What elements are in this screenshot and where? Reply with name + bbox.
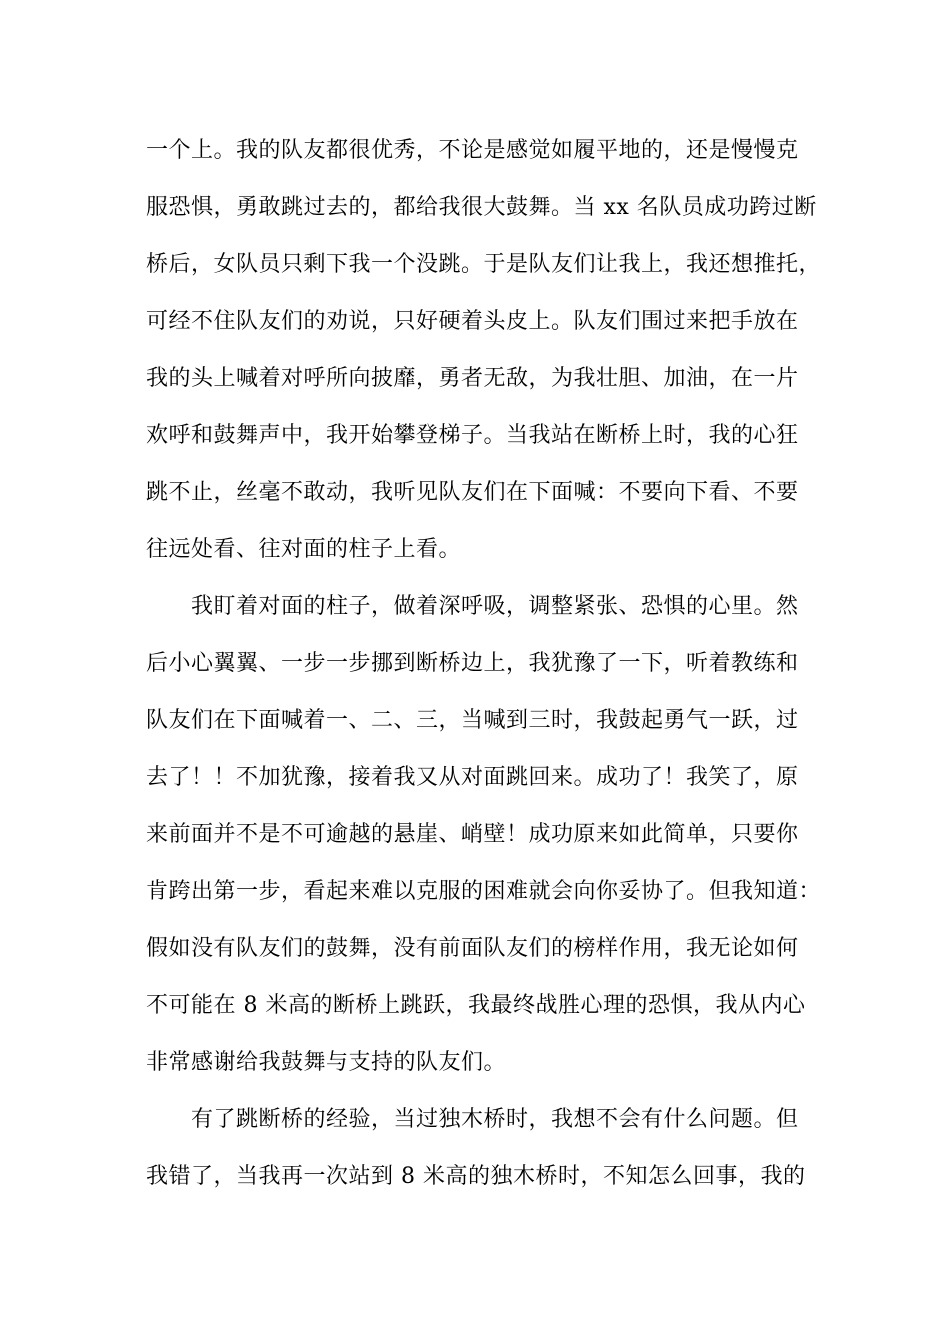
text-line: 我的头上喊着对呼所向披靡，勇者无敌，为我壮胆、加油，在一片 <box>146 366 799 391</box>
text-line: 桥后，女队员只剩下我一个没跳。于是队友们让我上，我还想推托， <box>146 252 822 277</box>
text-line: 来前面并不是不可逾越的悬崖、峭壁！成功原来如此简单，只要你 <box>146 822 799 847</box>
text-line: 往远处看、往对面的柱子上看。 <box>146 537 462 562</box>
text-line: 我错了，当我再一次站到 8 米高的独木桥时，不知怎么回事，我的 <box>146 1164 806 1189</box>
text-line: 肯跨出第一步，看起来难以克服的困难就会向你妥协了。但我知道： <box>146 879 822 904</box>
text-line: 服恐惧，勇敢跳过去的，都给我很大鼓舞。当 xx 名队员成功跨过断 <box>146 195 817 220</box>
text-line: 去了！！不加犹豫，接着我又从对面跳回来。成功了！我笑了，原 <box>146 765 799 790</box>
text-line: 可经不住队友们的劝说，只好硬着头皮上。队友们围过来把手放在 <box>146 309 799 334</box>
text-line: 后小心翼翼、一步一步挪到断桥边上，我犹豫了一下，听着教练和 <box>146 651 799 676</box>
text-line: 有了跳断桥的经验，当过独木桥时，我想不会有什么问题。但 <box>146 1107 799 1132</box>
text-line: 非常感谢给我鼓舞与支持的队友们。 <box>146 1050 507 1075</box>
text-line: 跳不止，丝毫不敢动，我听见队友们在下面喊：不要向下看、不要 <box>146 480 799 505</box>
text-line: 队友们在下面喊着一、二、三，当喊到三时，我鼓起勇气一跃，过 <box>146 708 799 733</box>
text-line: 我盯着对面的柱子，做着深呼吸，调整紧张、恐惧的心里。然 <box>146 594 799 619</box>
text-line: 一个上。我的队友都很优秀，不论是感觉如履平地的，还是慢慢克 <box>146 138 799 163</box>
text-line: 欢呼和鼓舞声中，我开始攀登梯子。当我站在断桥上时，我的心狂 <box>146 423 799 448</box>
text-line: 假如没有队友们的鼓舞，没有前面队友们的榜样作用，我无论如何 <box>146 936 799 961</box>
text-line: 不可能在 8 米高的断桥上跳跃，我最终战胜心理的恐惧，我从内心 <box>146 993 806 1018</box>
